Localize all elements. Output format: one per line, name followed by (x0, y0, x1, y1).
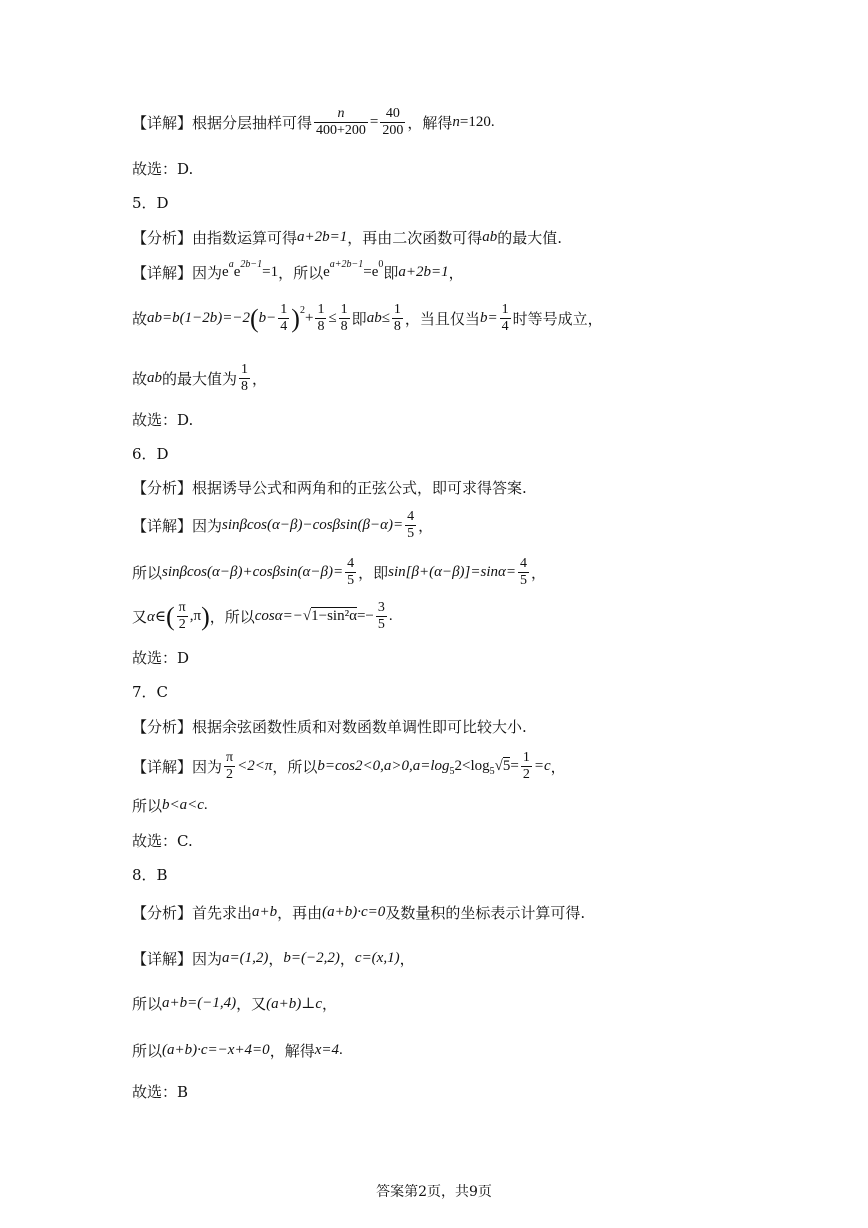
text: 故选：B (132, 1083, 189, 1101)
denominator: 8 (241, 379, 249, 394)
fraction (224, 750, 235, 783)
paren: ) (291, 303, 300, 333)
question-number (132, 864, 168, 885)
vector-expression: c=(x,1) (354, 950, 400, 966)
math: 0 (378, 259, 384, 270)
text: 所以 (132, 797, 163, 815)
math: sinβcos(α−β)+cosβsin(α−β)= (162, 564, 344, 580)
denominator: 2 (178, 617, 186, 632)
text-line (132, 556, 546, 589)
math: =e (363, 264, 379, 280)
numerator: π (226, 750, 234, 765)
question-number (132, 681, 168, 702)
text: 【详解】因为 (132, 517, 223, 535)
math: ≤ (328, 310, 337, 326)
math: ab≤ (366, 310, 390, 326)
math: e (233, 264, 241, 280)
fraction (380, 106, 405, 139)
text-line (132, 362, 267, 395)
math: =c (533, 758, 551, 774)
text: 的最大值为 (162, 370, 238, 388)
text: 7．C (132, 683, 169, 701)
denominator: 2 (226, 767, 234, 782)
vector-expression: (a+b)·c=0 (322, 904, 386, 920)
numerator: 1 (501, 302, 509, 317)
math: α∈ (147, 609, 166, 625)
vector-expression: a+b=(−1,4) (162, 995, 237, 1011)
text: 【详解】根据分层抽样可得 (132, 114, 313, 132)
text-line (132, 993, 337, 1014)
math: 5 (449, 766, 455, 777)
fraction (314, 106, 368, 139)
text-line (132, 106, 495, 139)
math: n (452, 114, 460, 130)
fraction (392, 302, 403, 335)
math: x=4 (314, 1042, 339, 1058)
text: ， (399, 950, 415, 968)
text: ，所以 (209, 608, 255, 626)
text-line (132, 750, 566, 783)
text-line (132, 1081, 188, 1102)
denominator: 200 (382, 123, 404, 138)
numerator: 4 (347, 556, 355, 571)
math: a+2b−1 (329, 259, 364, 270)
text-line (132, 259, 464, 283)
denominator: 4 (501, 319, 509, 334)
denominator: 8 (393, 319, 401, 334)
text: 故 (132, 310, 148, 328)
paren: ( (250, 303, 259, 333)
text: 【分析】根据余弦函数性质和对数函数单调性即可比较大小. (132, 718, 527, 736)
text: 及数量积的坐标表示计算可得. (385, 904, 586, 922)
math: ab (482, 229, 498, 245)
text: ， (418, 517, 434, 535)
text-line (132, 409, 193, 430)
radicand: 5 (502, 758, 511, 774)
paren: ) (201, 601, 210, 631)
numerator: 1 (522, 750, 530, 765)
math: sinβcos(α−β)−cosβsin(β−α)= (222, 517, 404, 533)
text: 【分析】由指数运算可得 (132, 229, 298, 247)
text: 6．D (132, 445, 169, 463)
text: 8．B (132, 866, 168, 884)
denominator: 2 (522, 767, 530, 782)
text: 故选：D. (132, 411, 194, 429)
fraction (177, 600, 188, 633)
text-line (132, 509, 433, 542)
text: 故选：C. (132, 832, 193, 850)
numerator: n (337, 106, 345, 121)
fraction (521, 750, 532, 783)
math: ab=b(1−2b)=−2 (147, 310, 250, 326)
vector-expression: (a+b)⊥c (266, 996, 323, 1012)
sqrt: √5 (494, 758, 511, 774)
text-line (132, 902, 585, 923)
text: ，所以 (278, 264, 324, 282)
text: ，解得 (269, 1042, 315, 1060)
text-line (132, 716, 527, 737)
question-number (132, 443, 169, 464)
numerator: 1 (280, 302, 288, 317)
math: 2 (299, 305, 305, 316)
math: 2<log (454, 758, 490, 774)
text: 所以 (132, 995, 163, 1013)
text: ， (531, 564, 547, 582)
text-line (132, 302, 603, 335)
fraction (345, 556, 356, 589)
math: b= (479, 310, 498, 326)
paren: ( (166, 601, 175, 631)
text: ，所以 (272, 758, 318, 776)
text: ， (339, 950, 355, 968)
denominator: 8 (340, 319, 348, 334)
text-line (132, 227, 562, 248)
text-line (132, 477, 527, 498)
text: ， (252, 370, 268, 388)
vector-expression: (a+b)·c=−x+4=0 (162, 1042, 270, 1058)
fraction (376, 600, 387, 633)
vector-expression: b=(−2,2) (283, 950, 340, 966)
text: 故选：D (132, 649, 190, 667)
math: . (203, 797, 208, 813)
text: 时等号成立， (512, 310, 603, 328)
text: ， (550, 758, 566, 776)
math: = (369, 114, 379, 130)
denominator: 5 (377, 617, 385, 632)
text-line (132, 647, 189, 668)
math: =− (356, 608, 374, 624)
text: 【详解】因为 (132, 758, 223, 776)
fraction (339, 302, 350, 335)
math: ab (147, 370, 163, 386)
denominator: 8 (317, 319, 325, 334)
math: =1 (262, 264, 279, 280)
question-number (132, 192, 169, 213)
denominator: 4 (280, 319, 288, 334)
math: a+2b=1 (297, 229, 348, 245)
sqrt: √1−sin²α (302, 608, 357, 624)
text: 所以 (132, 1042, 163, 1060)
denominator: 5 (407, 526, 415, 541)
text-line (132, 158, 193, 179)
text: 的最大值. (497, 229, 563, 247)
numerator: 3 (377, 600, 385, 615)
radicand: 1−sin²α (311, 608, 357, 624)
text: ，再由二次函数可得 (347, 229, 483, 247)
text-line (132, 1040, 343, 1061)
text: 【详解】因为 (132, 950, 223, 968)
numerator: 1 (317, 302, 325, 317)
numerator: 40 (385, 106, 400, 121)
text-line (132, 795, 208, 816)
math: a+2b=1 (398, 264, 449, 280)
math: b<a<c (162, 797, 204, 813)
math: ,π (189, 608, 202, 624)
fraction (405, 509, 416, 542)
text: ，再由 (277, 904, 323, 922)
math: b− (258, 310, 277, 326)
text-line (132, 830, 193, 851)
denominator: 400+200 (316, 123, 366, 138)
text: 即 (351, 310, 367, 328)
math: = (510, 758, 519, 774)
math: sin[β+(α−β)]=sinα= (388, 564, 516, 580)
text: ， (268, 950, 284, 968)
text: ，解得 (407, 114, 453, 132)
text-line (132, 600, 393, 633)
math: . (338, 1042, 343, 1058)
fraction (518, 556, 529, 589)
page-footer: 答案第2页，共9页 (376, 1184, 492, 1200)
numerator: 4 (407, 509, 415, 524)
text: ， (322, 995, 338, 1013)
fraction (500, 302, 511, 335)
text: 故 (132, 370, 148, 388)
math: 2b−1 (240, 259, 263, 270)
text: 又 (132, 608, 148, 626)
numerator: 1 (393, 302, 401, 317)
text: ，即 (358, 564, 389, 582)
math: b=cos2<0,a>0,a=log (317, 758, 450, 774)
math: . (388, 608, 393, 624)
text: ，当且仅当 (404, 310, 480, 328)
text: 即 (383, 264, 399, 282)
text: 5．D (132, 194, 169, 212)
numerator: 1 (241, 362, 249, 377)
numerator: 4 (520, 556, 527, 571)
math: e (323, 264, 330, 280)
numerator: π (178, 600, 186, 615)
text-line (132, 948, 415, 969)
text: 故选：D. (132, 160, 194, 178)
vector-expression: a+b (252, 904, 278, 920)
text: ，又 (236, 995, 267, 1013)
math: cosα=− (254, 608, 303, 624)
math: e (222, 264, 229, 280)
text: 【详解】因为 (132, 264, 223, 282)
text: 所以 (132, 564, 163, 582)
math: + (304, 310, 314, 326)
math: a (228, 259, 234, 270)
denominator: 5 (520, 573, 527, 588)
math: =120. (459, 114, 495, 130)
fraction (239, 362, 250, 395)
text: ， (448, 264, 464, 282)
numerator: 1 (340, 302, 348, 317)
fraction (278, 302, 289, 335)
vector-expression: a=(1,2) (222, 950, 269, 966)
denominator: 5 (347, 573, 355, 588)
fraction (315, 302, 326, 335)
math: 5 (489, 766, 495, 777)
text: 【分析】首先求出 (132, 904, 253, 922)
text: 【分析】根据诱导公式和两角和的正弦公式，即可求得答案. (132, 479, 527, 497)
math: <2<π (237, 758, 273, 774)
